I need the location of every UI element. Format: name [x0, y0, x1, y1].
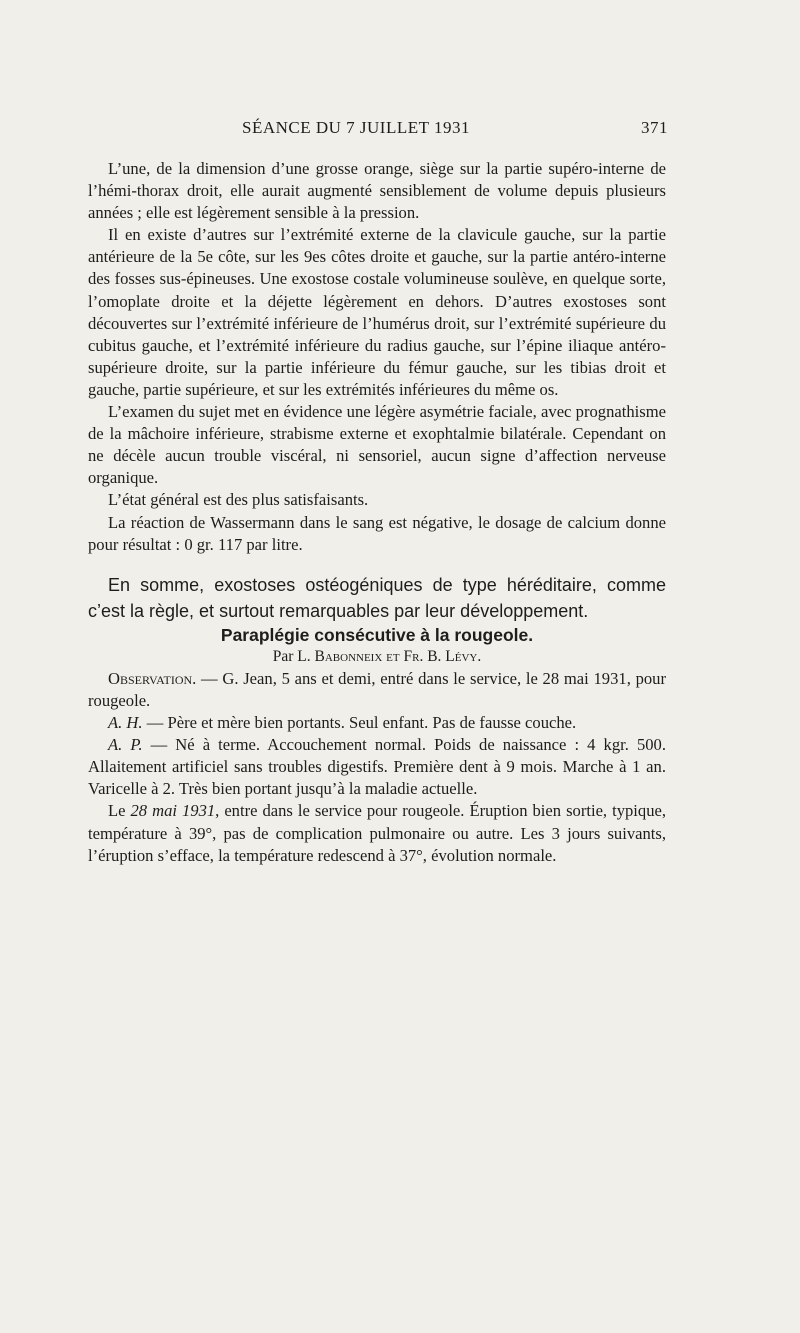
header-title: SÉANCE DU 7 JUILLET 1931 — [242, 118, 470, 137]
antecedents-hereditary — [88, 712, 666, 734]
byline-authors: L. Babonneix et Fr. B. Lévy. — [297, 647, 482, 665]
page-number: 371 — [641, 118, 668, 137]
running-header — [88, 118, 668, 142]
last-prefix: Le — [108, 801, 131, 821]
ap-text: — Né à terme. Accouchement normal. Poids de naissance : 4 kgr. 500. Allaitement artificiel sans troubles digestifs. Première dent à 9 mois. Marche à 1 an. Varicelle à 2. Très bien portant jusqu’à la maladie actuelle. — [88, 735, 666, 799]
observation-intro: — G. Jean, 5 ans et demi, entré dans le service, le 28 mai 1931, pour rougeole. — [88, 668, 666, 710]
antecedents-personal — [88, 734, 666, 800]
observation-label: Observation. — [108, 668, 197, 688]
byline — [88, 646, 666, 668]
paragraph: L’une, de la dimension d’une grosse orange, siège sur la partie supéro-interne de l’hémi-thorax droit, elle aurait augmenté sensiblement de volume depuis plusieurs années ; elle est légèrement sensible à la pression. — [88, 159, 666, 223]
observation-paragraph — [88, 668, 666, 712]
ah-text: — Père et mère bien portants. Seul enfant. Pas de fausse couche. — [142, 713, 577, 733]
clinical-course — [88, 800, 666, 866]
paragraph: L’état général est des plus satisfaisants. — [108, 490, 369, 510]
paragraph: L’examen du sujet met en évidence une légère asymétrie faciale, avec prognathisme de la mâchoire inférieure, strabisme externe et exophtalmie bilatérale. Cependant on ne décèle aucun trouble viscéral, ni sensoriel, aucun signe d’affection nerveuse organique. — [88, 402, 666, 488]
byline-prefix: Par — [272, 647, 294, 665]
paragraph: Il en existe d’autres sur l’extrémité externe de la clavicule gauche, sur la partie antérieure de la 5e côte, sur les 9es côtes droite et gauche, sur la partie antéro-interne des fosses sus-épineuses. Une exostose costale volumineuse soulève, en quelque sorte, l’omoplate droite et la déjette légèrement en dehors. D’autres exostoses sont découvertes sur l’extrémité inférieure de l’humérus droit, sur l’extrémité supérieure du cubitus gauche, et l’extrémité inférieure du radius gauche, sur l’épine iliaque antéro-supérieure droite, sur la partie inférieure du fémur gauche, sur les tibias droit et gauche, partie supérieure, et sur les extrémités inférieures du même os. — [88, 225, 666, 399]
last-date: 28 mai 1931 — [130, 801, 216, 821]
ap-label: A. P. — [108, 735, 143, 755]
ah-label: A. H. — [108, 713, 143, 733]
section-title: Paraplégie consécutive à la rougeole. — [220, 624, 534, 645]
last-text: , entre dans le service pour rougeole. Éruption bien sortie, typique, température à 39°, pas de complication pulmonaire ou autre. Les 3 jours suivants, l’éruption s’efface, la température redescend à 37°, évolution normale. — [88, 801, 667, 865]
page-body — [88, 158, 666, 867]
paragraph: La réaction de Wassermann dans le sang est négative, le dosage de calcium donne pour résultat : 0 gr. 117 par litre. — [88, 512, 666, 554]
summary-paragraph: En somme, exostoses ostéogéniques de type héréditaire, comme c’est la règle, et surtout remarquables par leur développement. — [88, 574, 666, 621]
